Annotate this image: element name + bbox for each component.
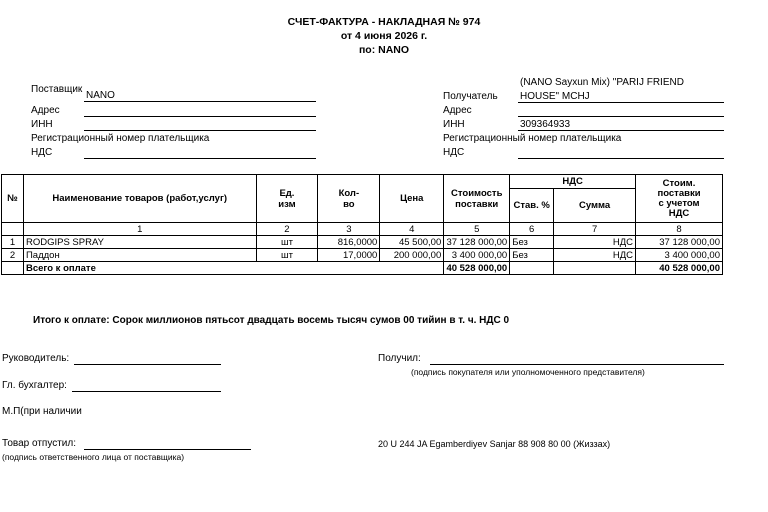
recipient-inn-line xyxy=(518,130,724,131)
col-number: 8 xyxy=(636,223,723,236)
row-total: 37 128 000,00 xyxy=(636,236,723,249)
row-sum: НДС xyxy=(554,249,636,262)
row-price: 200 000,00 xyxy=(380,249,444,262)
total-with-nds: 40 528 000,00 xyxy=(636,262,723,275)
header-price: Цена xyxy=(380,175,444,223)
recipient-reg-label: Регистрационный номер плательщика xyxy=(443,133,622,144)
received-note: (подпись покупателя или уполномоченного представителя) xyxy=(411,367,645,377)
header-num: № xyxy=(2,175,24,223)
col-number: 7 xyxy=(554,223,636,236)
total-in-words: Итого к оплате: Сорок миллионов пятьсот двадцать восемь тысяч сумов 00 тийин в т. ч. НДС 0 xyxy=(33,315,510,326)
col-number: 1 xyxy=(23,223,256,236)
supplier-reg-label: Регистрационный номер плательщика xyxy=(31,133,210,144)
row-name: Паддон xyxy=(23,249,256,262)
accountant-label: Гл. бухгалтер: xyxy=(2,380,67,391)
supplier-address-line xyxy=(84,116,316,117)
stamp-label: М.П(при наличии xyxy=(2,406,82,417)
supplier-label: Поставщик xyxy=(31,84,83,95)
table-row xyxy=(2,236,723,249)
director-sign-line xyxy=(74,364,221,365)
row-price: 45 500,00 xyxy=(380,236,444,249)
recipient-address-line xyxy=(518,116,724,117)
recipient-inn: 309364933 xyxy=(520,119,571,130)
director-label: Руководитель: xyxy=(2,353,70,364)
received-label: Получил: xyxy=(378,353,421,364)
table-row xyxy=(2,249,723,262)
accountant-sign-line xyxy=(72,391,221,392)
driver-info: 20 U 244 JA Egamberdiyev Sanjar 88 908 80 00 (Жиззах) xyxy=(378,439,611,449)
row-sum: НДС xyxy=(554,236,636,249)
total-empty xyxy=(554,262,636,275)
header-rate: Став. % xyxy=(510,189,554,223)
col-number xyxy=(2,223,24,236)
row-rate: Без xyxy=(510,236,554,249)
header-cost: Стоимость поставки xyxy=(444,175,510,223)
recipient-name-line xyxy=(518,102,724,103)
header-name: Наименование товаров (работ,услуг) xyxy=(23,175,256,223)
released-label: Товар отпустил: xyxy=(2,438,76,449)
row-qty: 816,0000 xyxy=(318,236,380,249)
total-empty xyxy=(2,262,24,275)
table-total-row xyxy=(2,262,723,275)
column-number-row xyxy=(2,223,723,236)
recipient-address-label: Адрес xyxy=(443,105,472,116)
row-num: 1 xyxy=(2,236,24,249)
row-cost: 3 400 000,00 xyxy=(444,249,510,262)
table-header-row xyxy=(2,175,723,189)
header-qty: Кол- во xyxy=(318,175,380,223)
recipient-name-line2: HOUSE" MCHJ xyxy=(520,91,590,102)
row-unit: шт xyxy=(256,236,318,249)
released-sign-line xyxy=(84,449,251,450)
supplier-name-line xyxy=(84,101,316,102)
supplier-address-label: Адрес xyxy=(31,105,60,116)
received-sign-line xyxy=(430,364,724,365)
total-cost: 40 528 000,00 xyxy=(444,262,510,275)
recipient-nds-label: НДС xyxy=(443,147,465,158)
header-total: Стоим. поставки с учетом НДС xyxy=(636,175,723,223)
row-num: 2 xyxy=(2,249,24,262)
row-unit: шт xyxy=(256,249,318,262)
total-empty xyxy=(510,262,554,275)
col-number: 5 xyxy=(444,223,510,236)
released-note: (подпись ответственного лица от поставщика) xyxy=(2,452,185,462)
document-title: СЧЕТ-ФАКТУРА - НАКЛАДНАЯ № 974 xyxy=(287,16,481,28)
document-to: по: NANO xyxy=(358,44,410,56)
recipient-name-line1: (NANO Sayxun Mix) "PARIJ FRIEND xyxy=(520,77,684,88)
row-qty: 17,0000 xyxy=(318,249,380,262)
invoice-table xyxy=(1,174,723,275)
recipient-label: Получатель xyxy=(443,91,498,102)
header-nds: НДС xyxy=(510,175,636,189)
col-number: 4 xyxy=(380,223,444,236)
header-unit: Ед. изм xyxy=(256,175,318,223)
row-total: 3 400 000,00 xyxy=(636,249,723,262)
total-label: Всего к оплате xyxy=(23,262,443,275)
supplier-nds-line xyxy=(84,158,316,159)
header-sum: Сумма xyxy=(554,189,636,223)
supplier-inn-label: ИНН xyxy=(31,119,53,130)
supplier-nds-label: НДС xyxy=(31,147,53,158)
col-number: 6 xyxy=(510,223,554,236)
recipient-nds-line xyxy=(518,158,724,159)
recipient-inn-label: ИНН xyxy=(443,119,465,130)
row-cost: 37 128 000,00 xyxy=(444,236,510,249)
col-number: 2 xyxy=(256,223,318,236)
supplier-inn-line xyxy=(84,130,316,131)
supplier-name: NANO xyxy=(86,90,115,101)
row-rate: Без xyxy=(510,249,554,262)
col-number: 3 xyxy=(318,223,380,236)
document-date: от 4 июня 2026 г. xyxy=(340,30,428,42)
row-name: RODGIPS SPRAY xyxy=(23,236,256,249)
